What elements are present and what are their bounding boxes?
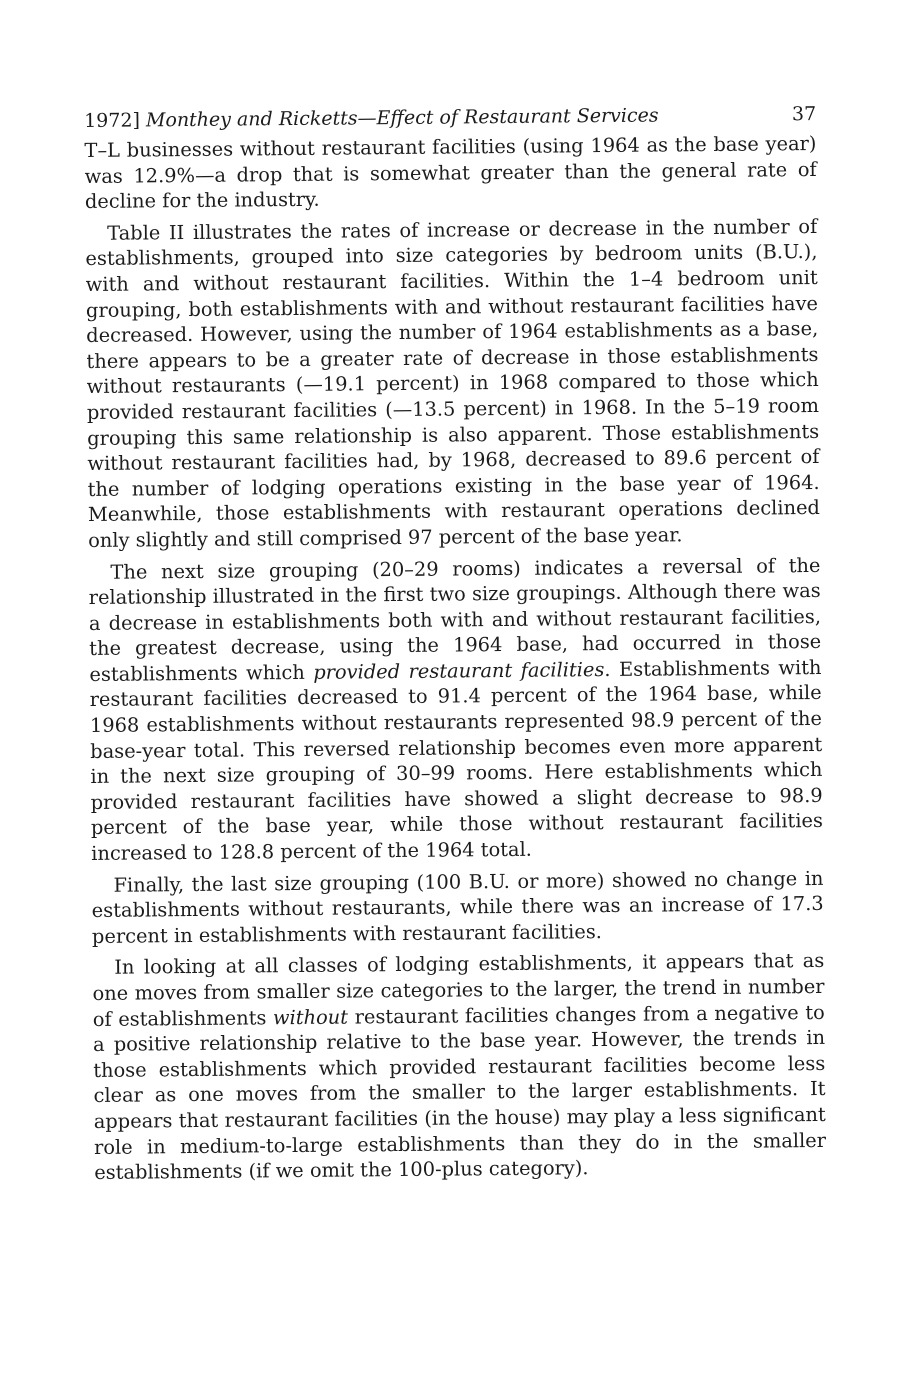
paragraph-3-text-b: . Establishments with restaurant facilities decreased to 91.4 percent of the 1964 base, while 1968 establishments without restaurants represented 98.9 percent of the base-year total. This reversed relationship becomes even more apparent in the next size grouping of 30–99 rooms. Here establishments which provided restaurant facilities have showed a slight decrease to 98.9 percent of the base year, while those without restaurant facilities increased to 128.8 percent of the 1964 total.: [89, 655, 824, 865]
paragraph-5-emphasis: without: [272, 1005, 349, 1029]
page-number: 37: [791, 102, 817, 126]
paragraph-5-text-a: In looking at all classes of lodging establishments, it appears that as one moves from smaller size categories to the larger, the trend in number of establishments: [92, 949, 825, 1031]
paragraph-5: [92, 948, 826, 1185]
paragraph-1: T–L businesses without restaurant facilities (using 1964 as the base year) was 12.9%—a drop that is somewhat greater than the general rate of decline for the industry.: [84, 131, 817, 214]
paragraph-4: Finally, the last size grouping (100 B.U. or more) showed no change in establishments without restaurants, while there was an increase of 17.3 percent in establishments with restaurant facilities.: [91, 866, 824, 948]
running-head: [84, 97, 816, 138]
header-year: 1972]: [84, 109, 141, 132]
paragraph-3-emphasis: provided restaurant facilities: [313, 657, 605, 684]
article-body: [84, 131, 826, 1186]
paragraph-5-text-b: restaurant facilities changes from a negative to a positive relationship relative to the base year. However, the trends in those establishments which provided restaurant facilities become less clear as one moves from the smaller to the larger establishments. It appears that restaurant facilities (in the house) may play a less significant role in medium-to-large establishments than they do in the smaller establishments (if we omit the 100-plus category).: [92, 1000, 827, 1185]
header-title: Monthey and Ricketts—Effect of Restaurant Services: [145, 104, 659, 132]
paragraph-3-text-a: The next size grouping (20–29 rooms) indicates a reversal of the relationship illustrated in the first two size groupings. Although there was a decrease in establishments both with and without restaurant facilities, the greatest decrease, using the 1964 base, had occurred in those establishments which: [88, 553, 822, 686]
paragraph-2: Table II illustrates the rates of increase or decrease in the number of establishments, grouped into size categories by bedroom units (B.U.), with and without restaurant facilities. Within the 1–4 bedroom unit grouping, both establishments with and without restaurant facilities have decreased. However, using the number of 1964 establishments as a base, there appears to be a greater rate of decrease in those establishments without restaurants (—19.1 percent) in 1968 compared to those which provided restaurant facilities (—13.5 percent) in 1968. In the 5–19 room grouping this same relationship is also apparent. Those establishments without restaurant facilities had, by 1968, decreased to 89.6 percent of the number of lodging operations existing in the base year of 1964. Meanwhile, those establishments with restaurant operations declined only slightly and still comprised 97 percent of the base year.: [85, 214, 821, 552]
paragraph-3: [88, 552, 823, 866]
journal-page: [84, 97, 826, 1192]
